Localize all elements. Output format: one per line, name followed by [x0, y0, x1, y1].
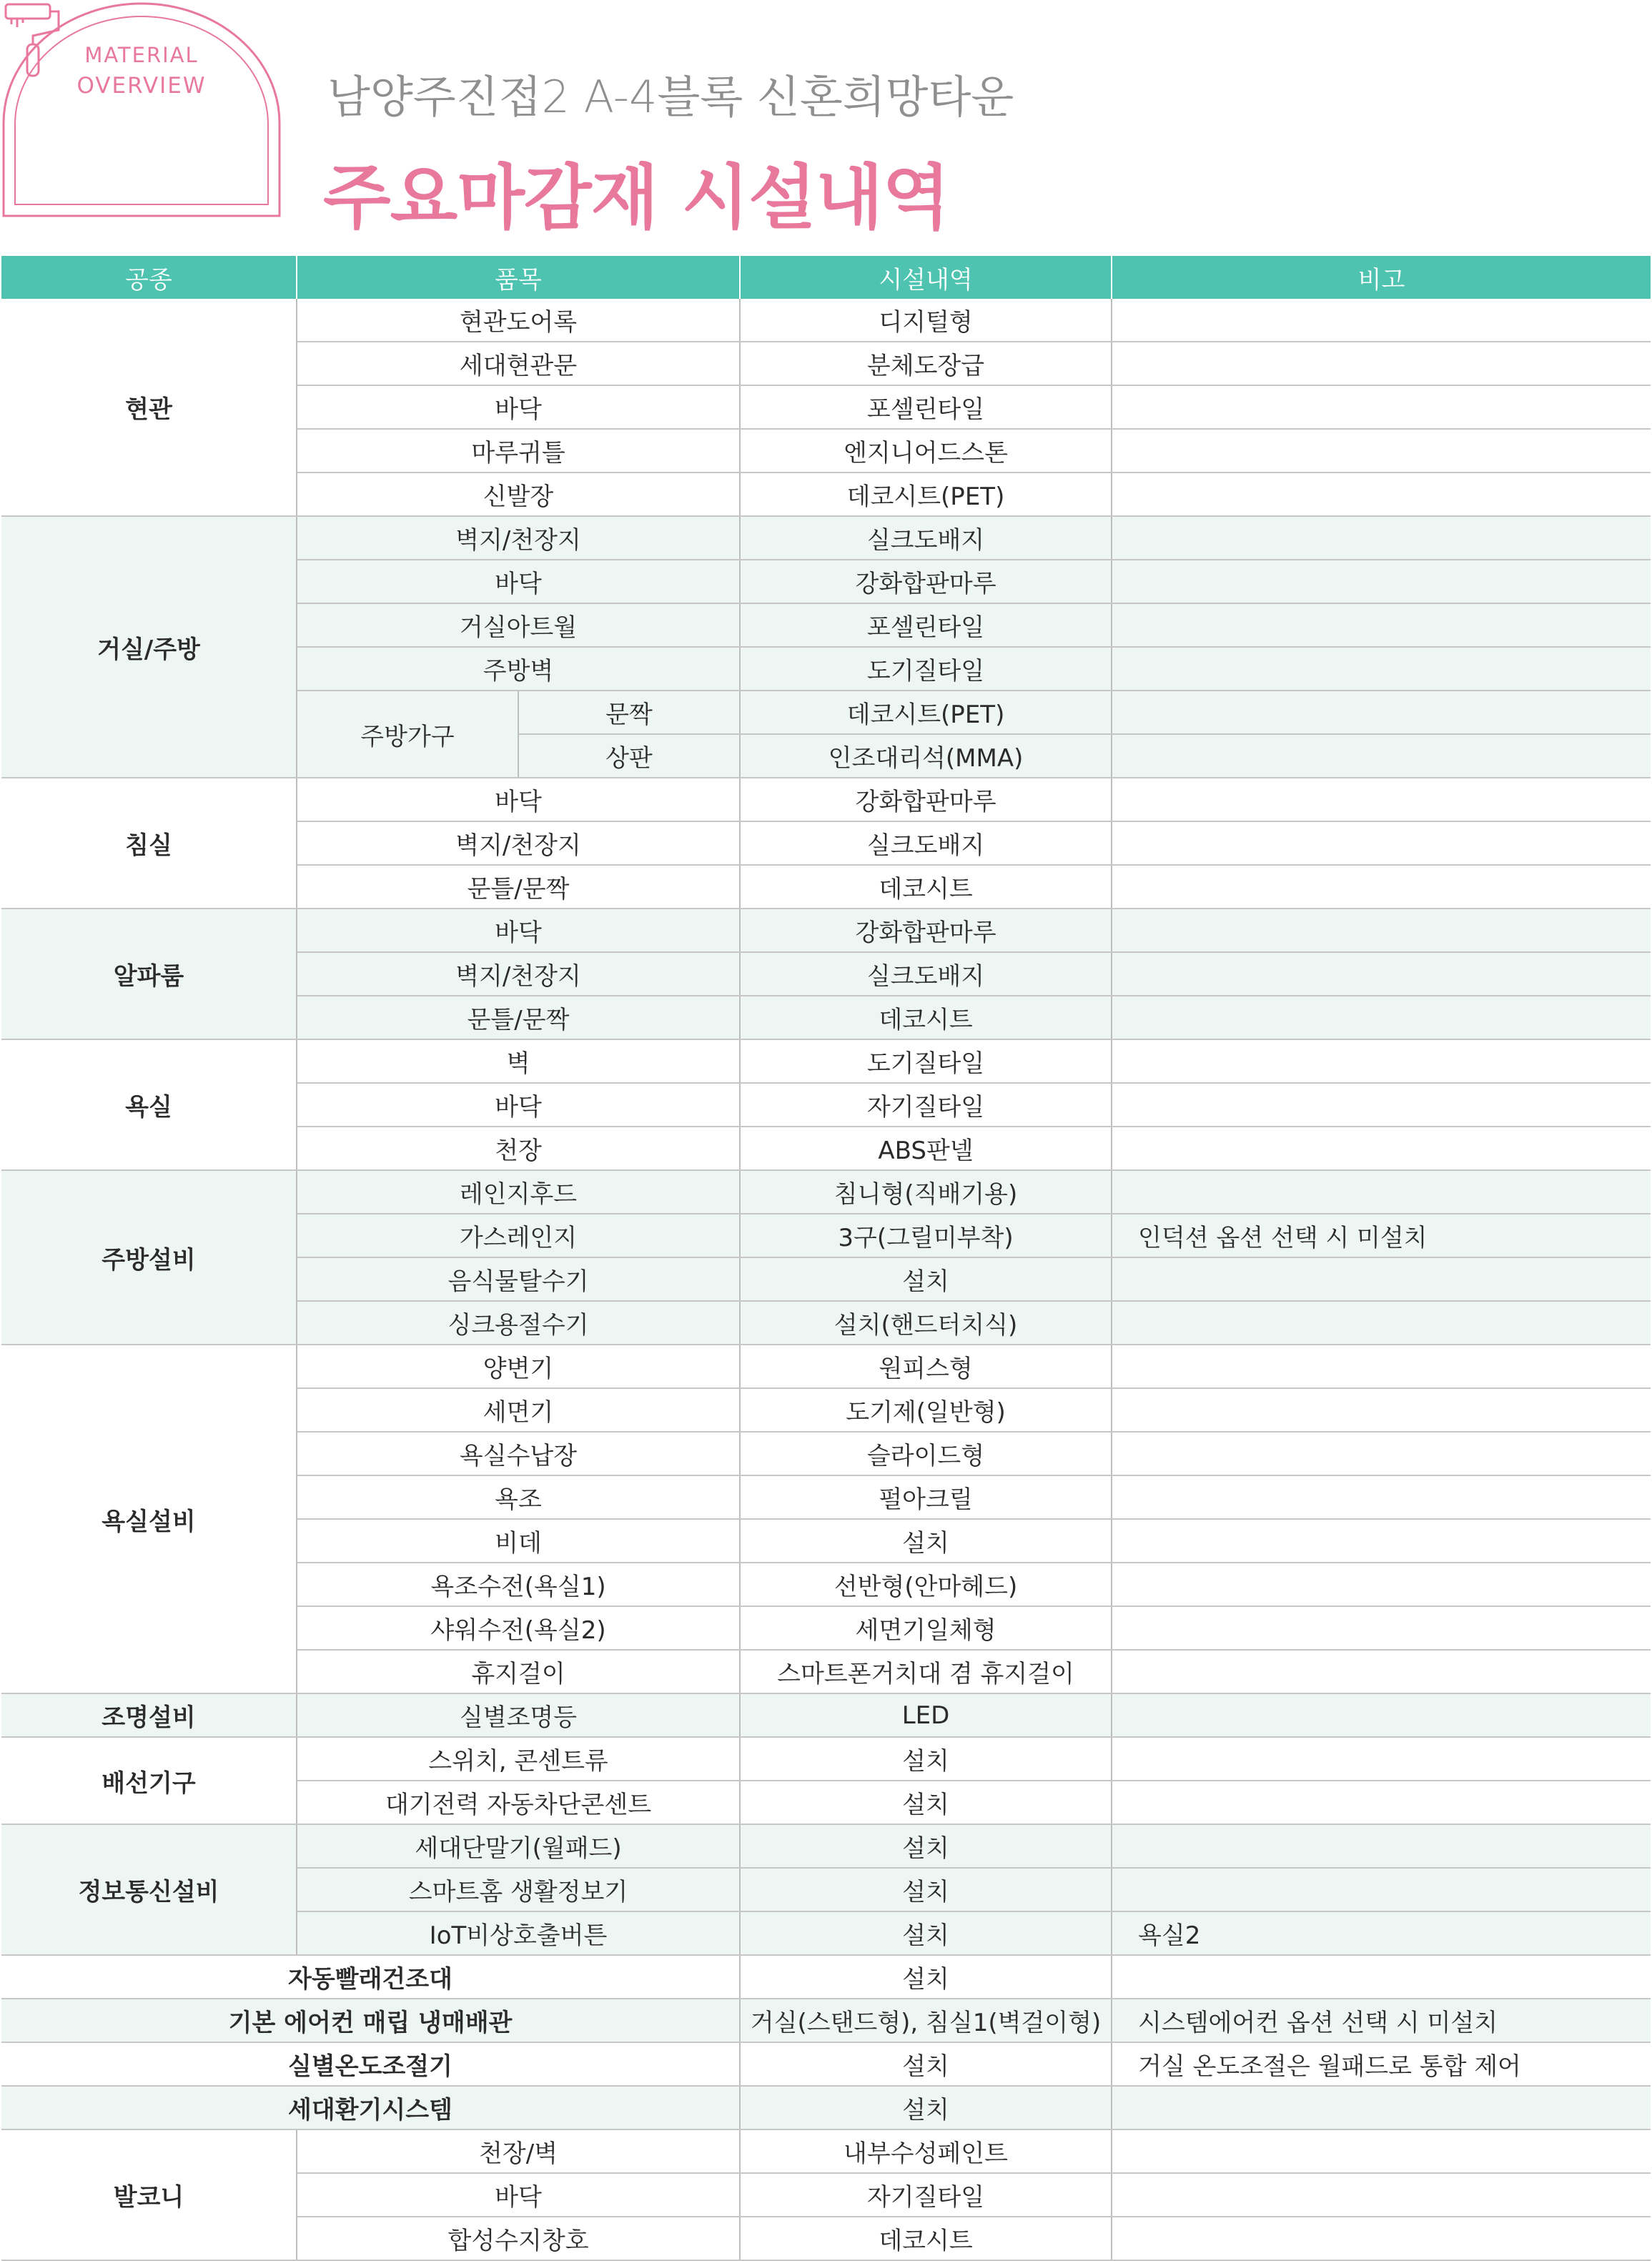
note-cell — [1112, 1868, 1651, 1911]
item-cell-kitchen-furniture: 주방가구 — [297, 691, 518, 778]
spec-cell: 슬라이드형 — [740, 1432, 1112, 1475]
item-cell: 문틀/문짝 — [297, 865, 740, 909]
spec-cell: 원피스형 — [740, 1345, 1112, 1388]
spec-cell: 디지털형 — [740, 299, 1112, 342]
note-cell — [1112, 2173, 1651, 2217]
note-cell — [1112, 1039, 1651, 1083]
table-row — [1, 2042, 1651, 2086]
item-cell: 세면기 — [297, 1388, 740, 1432]
note-cell — [1112, 909, 1651, 952]
paint-roller-icon — [1, 1, 66, 80]
item-cell: 합성수지창호 — [297, 2217, 740, 2260]
item-cell: 바닥 — [297, 2173, 740, 2217]
item-cell: 욕실수납장 — [297, 1432, 740, 1475]
spec-cell: 인조대리석(MMA) — [740, 734, 1112, 778]
item-cell: 바닥 — [297, 385, 740, 429]
col-header-item: 품목 — [297, 256, 740, 299]
note-cell — [1112, 1824, 1651, 1868]
note-cell — [1112, 299, 1651, 342]
materials-table — [1, 256, 1651, 2261]
table-row — [1, 1955, 1651, 1999]
category-cell: 알파룸 — [1, 909, 297, 1039]
item-cell: 비데 — [297, 1519, 740, 1563]
table-row — [1, 2129, 1651, 2173]
note-cell — [1112, 1388, 1651, 1432]
item-cell: 양변기 — [297, 1345, 740, 1388]
spec-cell: LED — [740, 1693, 1112, 1737]
note-cell — [1112, 2129, 1651, 2173]
spec-cell: 데코시트 — [740, 2217, 1112, 2260]
item-cell: 샤워수전(욕실2) — [297, 1606, 740, 1650]
table-row — [1, 516, 1651, 560]
note-cell — [1112, 1955, 1651, 1999]
note-cell — [1112, 1781, 1651, 1824]
item-cell: 벽지/천장지 — [297, 516, 740, 560]
spec-cell: 도기제(일반형) — [740, 1388, 1112, 1432]
spec-cell: 내부수성페인트 — [740, 2129, 1112, 2173]
category-cell: 침실 — [1, 778, 297, 909]
note-cell: 거실 온도조절은 월패드로 통합 제어 — [1112, 2042, 1651, 2086]
spec-cell: 펄아크릴 — [740, 1475, 1112, 1519]
category-cell: 거실/주방 — [1, 516, 297, 778]
note-cell — [1112, 734, 1651, 778]
note-cell — [1112, 996, 1651, 1039]
spec-cell: 침니형(직배기용) — [740, 1170, 1112, 1214]
item-cell: 스마트홈 생활정보기 — [297, 1868, 740, 1911]
note-cell — [1112, 1519, 1651, 1563]
spec-cell: 도기질타일 — [740, 647, 1112, 691]
badge-line-2: OVERVIEW — [76, 73, 207, 99]
note-cell — [1112, 1127, 1651, 1170]
spec-cell: 3구(그릴미부착) — [740, 1214, 1112, 1257]
category-cell: 조명설비 — [1, 1693, 297, 1737]
item-cell: 가스레인지 — [297, 1214, 740, 1257]
item-cell: 세대현관문 — [297, 342, 740, 385]
spec-cell: 포셀린타일 — [740, 603, 1112, 647]
table-row — [1, 1039, 1651, 1083]
spec-cell: 세면기일체형 — [740, 1606, 1112, 1650]
spec-cell: 엔지니어드스톤 — [740, 429, 1112, 473]
col-header-note: 비고 — [1112, 256, 1651, 299]
item-cell: 바닥 — [297, 560, 740, 603]
col-header-spec: 시설내역 — [740, 256, 1112, 299]
item-cell: 마루귀틀 — [297, 429, 740, 473]
badge-line-1: MATERIAL — [84, 43, 199, 67]
note-cell — [1112, 473, 1651, 516]
spec-cell: 데코시트 — [740, 996, 1112, 1039]
merged-item-cell: 자동빨래건조대 — [1, 1955, 740, 1999]
material-overview-badge — [1, 1, 282, 217]
note-cell: 인덕션 옵션 선택 시 미설치 — [1112, 1214, 1651, 1257]
table-row — [1, 778, 1651, 821]
note-cell — [1112, 691, 1651, 734]
note-cell — [1112, 1257, 1651, 1301]
item-cell: 스위치, 콘센트류 — [297, 1737, 740, 1781]
spec-cell: 실크도배지 — [740, 952, 1112, 996]
item-cell: 레인지후드 — [297, 1170, 740, 1214]
table-row — [1, 1345, 1651, 1388]
note-cell: 시스템에어컨 옵션 선택 시 미설치 — [1112, 1999, 1651, 2042]
spec-cell: 설치 — [740, 2086, 1112, 2129]
category-cell: 주방설비 — [1, 1170, 297, 1345]
note-cell — [1112, 952, 1651, 996]
item-cell: 벽지/천장지 — [297, 952, 740, 996]
spec-cell: 실크도배지 — [740, 821, 1112, 865]
note-cell — [1112, 865, 1651, 909]
category-cell: 욕실설비 — [1, 1345, 297, 1693]
note-cell — [1112, 429, 1651, 473]
item-cell: 문틀/문짝 — [297, 996, 740, 1039]
note-cell — [1112, 342, 1651, 385]
spec-cell: 설치 — [740, 1824, 1112, 1868]
page-subtitle: 남양주진접2 A-4블록 신혼희망타운 — [327, 71, 1014, 123]
category-cell: 배선기구 — [1, 1737, 297, 1824]
col-header-category: 공종 — [1, 256, 297, 299]
item-cell: 주방벽 — [297, 647, 740, 691]
note-cell — [1112, 1693, 1651, 1737]
note-cell — [1112, 821, 1651, 865]
item-cell: 대기전력 자동차단콘센트 — [297, 1781, 740, 1824]
item-cell: 실별조명등 — [297, 1693, 740, 1737]
merged-item-cell: 기본 에어컨 매립 냉매배관 — [1, 1999, 740, 2042]
spec-cell: 데코시트(PET) — [740, 691, 1112, 734]
sub-item-cell: 문짝 — [518, 691, 740, 734]
note-cell — [1112, 1606, 1651, 1650]
spec-cell: 선반형(안마헤드) — [740, 1563, 1112, 1606]
note-cell — [1112, 1563, 1651, 1606]
category-cell: 발코니 — [1, 2129, 297, 2260]
spec-cell: 설치 — [740, 1257, 1112, 1301]
merged-item-cell: 실별온도조절기 — [1, 2042, 740, 2086]
sub-item-cell: 상판 — [518, 734, 740, 778]
spec-cell: 강화합판마루 — [740, 909, 1112, 952]
note-cell — [1112, 647, 1651, 691]
table-row — [1, 1824, 1651, 1868]
spec-cell: ABS판넬 — [740, 1127, 1112, 1170]
table-row — [1, 1693, 1651, 1737]
table-row — [1, 1999, 1651, 2042]
spec-cell: 거실(스탠드형), 침실1(벽걸이형) — [740, 1999, 1112, 2042]
note-cell — [1112, 603, 1651, 647]
spec-cell: 포셀린타일 — [740, 385, 1112, 429]
note-cell — [1112, 1345, 1651, 1388]
note-cell — [1112, 1083, 1651, 1127]
item-cell: 천장 — [297, 1127, 740, 1170]
spec-cell: 설치 — [740, 1955, 1112, 1999]
spec-cell: 데코시트(PET) — [740, 473, 1112, 516]
category-cell: 정보통신설비 — [1, 1824, 297, 1955]
note-cell — [1112, 1170, 1651, 1214]
spec-cell: 자기질타일 — [740, 1083, 1112, 1127]
note-cell — [1112, 1432, 1651, 1475]
item-cell: 바닥 — [297, 1083, 740, 1127]
table-row — [1, 1170, 1651, 1214]
note-cell — [1112, 1737, 1651, 1781]
spec-cell: 설치(핸드터치식) — [740, 1301, 1112, 1345]
table-row — [1, 1737, 1651, 1781]
category-cell: 욕실 — [1, 1039, 297, 1170]
spec-cell: 강화합판마루 — [740, 560, 1112, 603]
item-cell: 벽 — [297, 1039, 740, 1083]
spec-cell: 설치 — [740, 1781, 1112, 1824]
merged-item-cell: 세대환기시스템 — [1, 2086, 740, 2129]
item-cell: 휴지걸이 — [297, 1650, 740, 1693]
item-cell: 현관도어록 — [297, 299, 740, 342]
item-cell: 음식물탈수기 — [297, 1257, 740, 1301]
spec-cell: 도기질타일 — [740, 1039, 1112, 1083]
table-row — [1, 909, 1651, 952]
page-title: 주요마감재 시설내역 — [323, 157, 950, 239]
note-cell — [1112, 2086, 1651, 2129]
note-cell — [1112, 778, 1651, 821]
category-cell: 현관 — [1, 299, 297, 516]
item-cell: 세대단말기(월패드) — [297, 1824, 740, 1868]
item-cell: 천장/벽 — [297, 2129, 740, 2173]
spec-cell: 데코시트 — [740, 865, 1112, 909]
note-cell — [1112, 385, 1651, 429]
spec-cell: 설치 — [740, 2042, 1112, 2086]
spec-cell: 설치 — [740, 1519, 1112, 1563]
spec-cell: 강화합판마루 — [740, 778, 1112, 821]
spec-cell: 자기질타일 — [740, 2173, 1112, 2217]
item-cell: 거실아트월 — [297, 603, 740, 647]
spec-cell: 설치 — [740, 1911, 1112, 1955]
item-cell: 바닥 — [297, 778, 740, 821]
note-cell — [1112, 1475, 1651, 1519]
item-cell: 벽지/천장지 — [297, 821, 740, 865]
note-cell — [1112, 1301, 1651, 1345]
note-cell: 욕실2 — [1112, 1911, 1651, 1955]
item-cell: 바닥 — [297, 909, 740, 952]
table-header-row — [1, 256, 1651, 299]
spec-cell: 스마트폰거치대 겸 휴지걸이 — [740, 1650, 1112, 1693]
note-cell — [1112, 516, 1651, 560]
spec-cell: 분체도장급 — [740, 342, 1112, 385]
spec-cell: 설치 — [740, 1737, 1112, 1781]
item-cell: 욕조수전(욕실1) — [297, 1563, 740, 1606]
note-cell — [1112, 560, 1651, 603]
item-cell: 신발장 — [297, 473, 740, 516]
table-row — [1, 299, 1651, 342]
table-row — [1, 2086, 1651, 2129]
item-cell: 싱크용절수기 — [297, 1301, 740, 1345]
spec-cell: 설치 — [740, 1868, 1112, 1911]
item-cell: 욕조 — [297, 1475, 740, 1519]
note-cell — [1112, 1650, 1651, 1693]
spec-cell: 실크도배지 — [740, 516, 1112, 560]
item-cell: IoT비상호출버튼 — [297, 1911, 740, 1955]
